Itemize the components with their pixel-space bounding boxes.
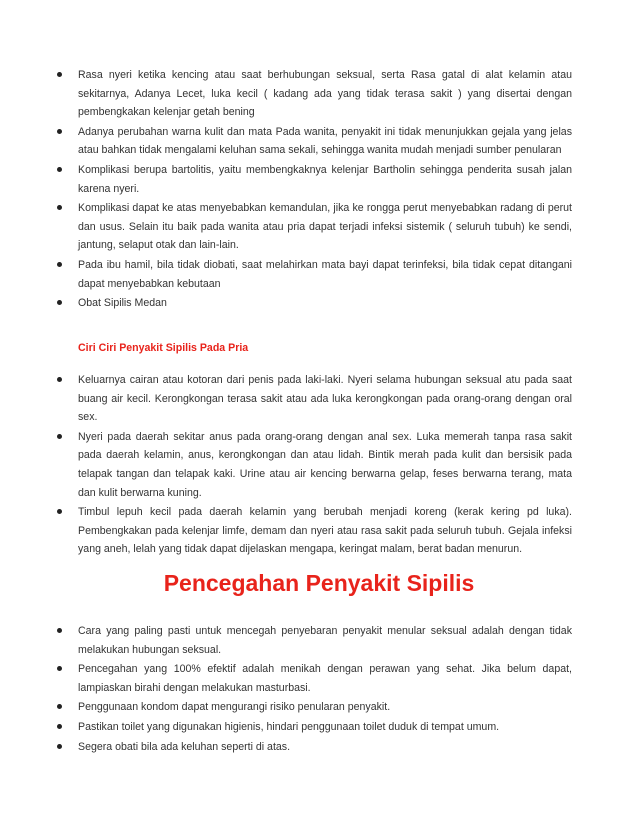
bullet-icon: [57, 744, 62, 749]
list-item-text: Pastikan toilet yang digunakan higienis, hindari penggunaan toilet duduk di tempat umum.: [78, 720, 500, 733]
list-item: [52, 428, 572, 502]
bullet-icon: [57, 724, 62, 729]
list-item: [52, 66, 572, 122]
prevention-list: [52, 622, 572, 757]
bullet-icon: [57, 300, 62, 305]
list-item: [52, 199, 572, 255]
symptom-list: [52, 66, 572, 314]
list-item-text: Komplikasi dapat ke atas menyebabkan kemandulan, jika ke rongga perut menyebabkan radang di perut dan usus. Selain itu baik pada wanita atau pria dapat terjadi infeksi sistemik ( seluruh tubuh) ke sendi, jantung, selaput otak dan lain-lain.: [78, 202, 572, 252]
male-symptom-list: [52, 371, 572, 560]
list-item-text: Adanya perubahan warna kulit dan mata Pada wanita, penyakit ini tidak menunjukkan gejala yang jelas atau bahkan tidak mengalami keluhan sama sekali, sehingga wanita mudah menjadi sumber penularan: [78, 125, 572, 157]
bullet-icon: [57, 377, 62, 382]
list-item: [52, 698, 572, 717]
list-item: [52, 123, 572, 160]
list-item-text: Rasa nyeri ketika kencing atau saat berhubungan seksual, serta Rasa gatal di alat kelamin atau sekitarnya, Adanya Lecet, luka kecil ( kadang ada yang tidak terasa sakit ) yang disertai dengan pembengkakan kelenjar getah bening: [78, 69, 572, 119]
bullet-icon: [57, 262, 62, 267]
list-item-text: Timbul lepuh kecil pada daerah kelamin yang berubah menjadi koreng (kerak kering pd luka). Pembengkakan pada kelenjar limfe, demam dan nyeri atau rasa sakit pada seluruh tubuh. Gejala infeksi yang aneh, lelah yang tidak dapat dijelaskan mengapa, keringat malam, berat badan menurun.: [78, 506, 572, 556]
list-item-text: Pada ibu hamil, bila tidak diobati, saat melahirkan mata bayi dapat terinfeksi, bila tidak cepat ditangani dapat menyebabkan kebutaan: [78, 258, 572, 290]
bullet-icon: [57, 129, 62, 134]
list-item-text: Keluarnya cairan atau kotoran dari penis pada laki-laki. Nyeri selama hubungan seksual atu pada saat buang air kecil. Kerongkongan terasa sakit atau ada luka kerongkongan pada orang-orang dengan oral sex.: [78, 374, 572, 424]
list-item-text: Obat Sipilis Medan: [78, 297, 167, 310]
list-item-text: Pencegahan yang 100% efektif adalah menikah dengan perawan yang sehat. Jika belum dapat, lampiaskan birahi dengan melakukan masturbasi.: [78, 663, 572, 694]
bullet-icon: [57, 704, 62, 709]
list-item: [52, 256, 572, 293]
list-item: [52, 161, 572, 198]
bullet-icon: [57, 167, 62, 172]
bullet-icon: [57, 509, 62, 514]
list-item: [52, 622, 572, 659]
list-item: [52, 294, 572, 313]
bullet-icon: [57, 628, 62, 633]
subheading: Ciri Ciri Penyakit Sipilis Pada Pria: [78, 342, 249, 354]
bullet-icon: [57, 666, 62, 671]
bullet-icon: [57, 434, 62, 439]
list-item-text: Nyeri pada daerah sekitar anus pada orang-orang dengan anal sex. Luka memerah tanpa rasa sakit pada daerah kelamin, anus, kerongkongan dan atau lidah. Bintik merah pada kulit dan bersisik pada telapak tangan dan telapak kaki. Urine atau air kencing berwarna gelap, feses berwarna terang, mata dan kulit berwarna kuning.: [78, 430, 572, 499]
list-item: [52, 503, 572, 559]
list-item-text: Komplikasi berupa bartolitis, yaitu membengkaknya kelenjar Bartholin sehingga penderita susah jalan karena nyeri.: [78, 163, 572, 195]
bullet-icon: [57, 72, 62, 77]
list-item: [52, 371, 572, 427]
list-item: [52, 738, 572, 757]
list-item-text: Cara yang paling pasti untuk mencegah penyebaran penyakit menular seksual adalah dengan tidak melakukan hubungan seksual.: [78, 625, 572, 656]
list-item-text: Penggunaan kondom dapat mengurangi risiko penularan penyakit.: [78, 701, 391, 714]
list-item: [52, 718, 572, 737]
list-item: [52, 660, 572, 697]
bullet-icon: [57, 205, 62, 210]
list-item-text: Segera obati bila ada keluhan seperti di atas.: [78, 740, 291, 753]
section-title: Pencegahan Penyakit Sipilis: [163, 570, 475, 596]
